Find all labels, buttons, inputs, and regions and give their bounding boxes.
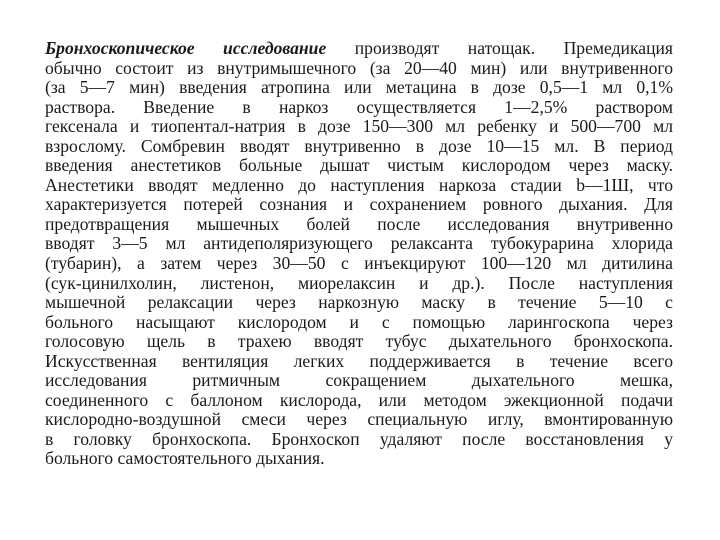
text-line: мышечной релаксации через наркозную маску в течение 5—10 с <box>45 292 673 313</box>
text-line: предотвращения мышечных болей после исследования внутривенно <box>45 213 673 234</box>
text-line: вводят 3—5 мл антидеполяризующего релаксанта тубокурарина хлорида <box>45 233 673 254</box>
text-line: характеризуется потерей сознания и сохранением ровного дыхания. Для <box>45 194 673 215</box>
text-line: голосовую щель в трахею вводят тубус дыхательного бронхоскопа. <box>45 331 673 352</box>
text-line: обычно состоит из внутримышечного (за 20—40 мин) или внутривенного <box>45 57 673 78</box>
text-line: (за 5—7 мин) введения атропина или метацина в дозе 0,5—1 мл 0,1% <box>45 77 673 98</box>
body-paragraph <box>45 39 673 469</box>
text-line: больного самостоятельного дыхания. <box>45 448 325 469</box>
text-line: (сук-цинилхолин, листенон, миорелаксин и др.). После наступления <box>45 272 673 293</box>
lead-term: Бронхоскопическое исследование <box>45 38 327 58</box>
text-line: Анестетики вводят медленно до наступления наркоза стадии b—1Ш, что <box>45 174 673 195</box>
text-line: больного насыщают кислородом и с помощью ларингоскопа через <box>45 311 673 332</box>
text-line: в головку бронхоскопа. Бронхоскоп удаляют после восстановления у <box>45 428 673 449</box>
text-line: раствора. Введение в наркоз осуществляется 1—2,5% раствором <box>45 96 673 117</box>
text-line: кислородно-воздушной смеси через специальную иглу, вмонтированную <box>45 409 673 430</box>
text-line: (тубарин), а затем через 30—50 с инъекцируют 100—120 мл дитилина <box>45 253 673 274</box>
text-line <box>45 39 673 59</box>
text-line: гексенала и тиопентал-натрия в дозе 150—300 мл ребенку и 500—700 мл <box>45 116 673 137</box>
text-line-rest: производят натощак. Премедикация <box>326 38 673 58</box>
text-line: исследования ритмичным сокращением дыхательного мешка, <box>45 370 673 391</box>
text-line: взрослому. Сомбревин вводят внутривенно в дозе 10—15 мл. В период <box>45 135 673 156</box>
text-line: введения анестетиков больные дышат чистым кислородом через маску. <box>45 155 673 176</box>
text-line: соединенного с баллоном кислорода, или методом эжекционной подачи <box>45 389 673 410</box>
text-line: Искусственная вентиляция легких поддерживается в течение всего <box>45 350 673 371</box>
